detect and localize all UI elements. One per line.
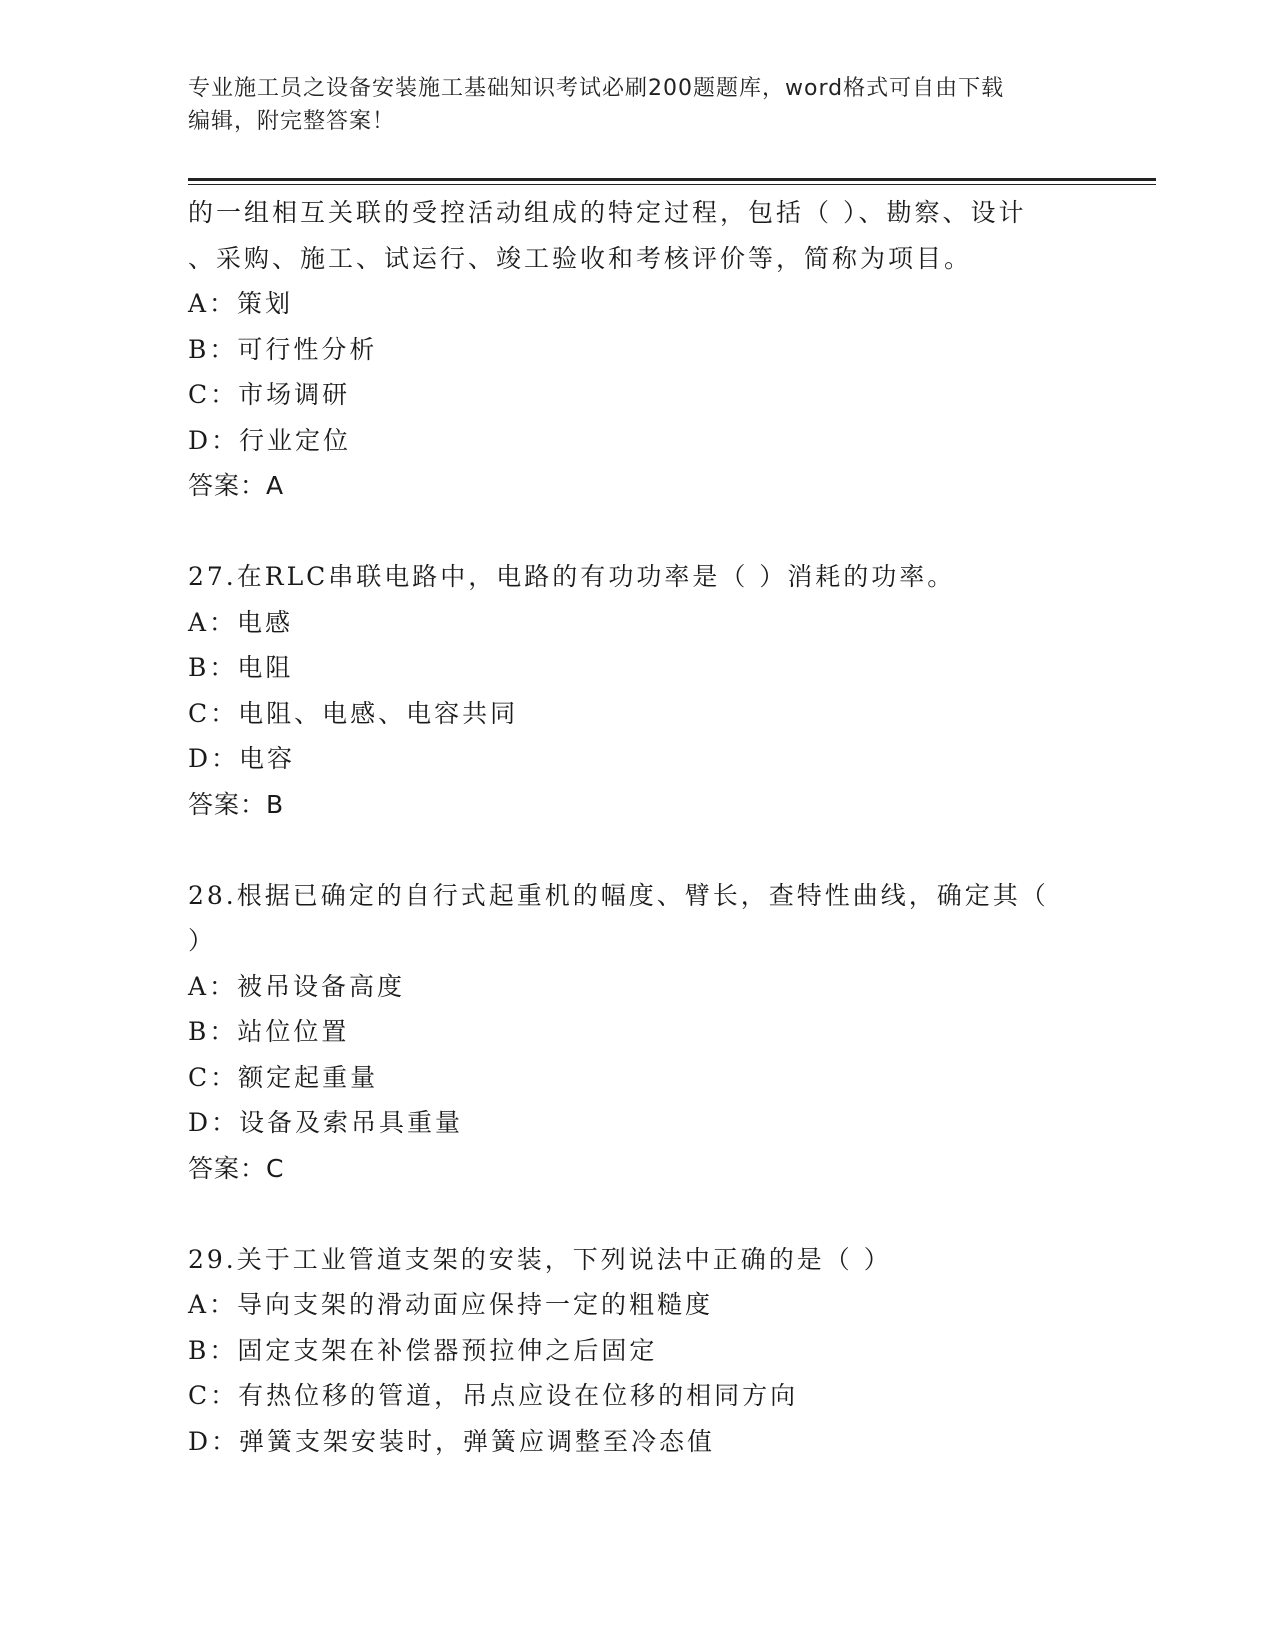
- question-27: [188, 554, 1088, 827]
- option-a: A：被吊设备高度: [188, 971, 406, 1001]
- question-stem: 的一组相互关联的受控活动组成的特定过程，包括（ ）、勘察、设计: [188, 198, 1027, 227]
- spacer: [188, 1191, 1088, 1237]
- option-c: C：市场调研: [188, 380, 351, 409]
- spacer: [188, 827, 1088, 873]
- option-b: B：站位位置: [188, 1017, 350, 1046]
- question-stem: 、采购、施工、试运行、竣工验收和考核评价等，简称为项目。: [188, 243, 973, 273]
- question-29: [188, 1237, 1088, 1465]
- question-26: [188, 190, 1088, 509]
- header-line-2: 编辑，附完整答案！: [188, 109, 396, 134]
- option-a: A：策划: [188, 289, 294, 318]
- option-b: B：固定支架在补偿器预拉伸之后固定: [188, 1335, 658, 1365]
- header-line-1: 专业施工员之设备安装施工基础知识考试必刷200题题库，word格式可自由下载: [188, 76, 1005, 101]
- spacer: [188, 509, 1088, 555]
- option-d: D：行业定位: [188, 425, 352, 455]
- answer-label: 答案：A: [188, 471, 285, 500]
- option-b: B：可行性分析: [188, 334, 378, 364]
- answer-label: 答案：C: [188, 1153, 285, 1183]
- answer-label: 答案：B: [188, 789, 285, 819]
- question-28: [188, 873, 1088, 1192]
- option-c: C：电阻、电感、电容共同: [188, 698, 519, 728]
- document-header: [188, 72, 1088, 138]
- question-list: [188, 190, 1088, 1464]
- option-a: A：电感: [188, 607, 294, 637]
- option-c: C：有热位移的管道，吊点应设在位移的相同方向: [188, 1381, 799, 1410]
- question-stem: 27.在RLC串联电路中，电路的有功功率是（ ）消耗的功率。: [188, 562, 956, 591]
- header-divider-thick: [188, 178, 1156, 181]
- option-b: B：电阻: [188, 653, 294, 682]
- option-a: A：导向支架的滑动面应保持一定的粗糙度: [188, 1290, 714, 1319]
- question-stem: ）: [188, 926, 217, 955]
- question-stem: 29.关于工业管道支架的安装，下列说法中正确的是（ ）: [188, 1244, 892, 1274]
- option-c: C：额定起重量: [188, 1062, 379, 1092]
- option-d: D：弹簧支架安装时，弹簧应调整至冷态值: [188, 1426, 716, 1456]
- header-divider-thin: [188, 184, 1156, 185]
- option-d: D：电容: [188, 744, 296, 773]
- option-d: D：设备及索吊具重量: [188, 1108, 464, 1137]
- question-stem: 28.根据已确定的自行式起重机的幅度、臂长，查特性曲线，确定其（: [188, 880, 1049, 910]
